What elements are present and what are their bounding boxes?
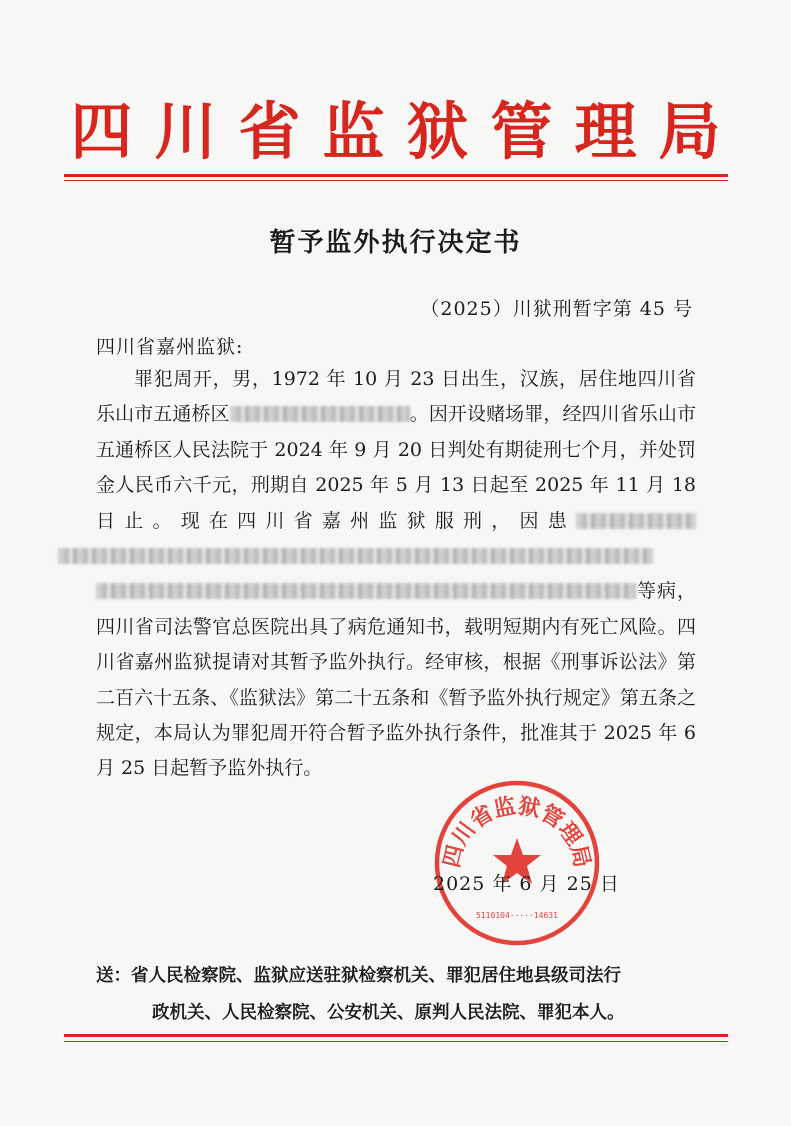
seal-text: 四川省监狱管理局 — [439, 793, 595, 871]
distribution-line: 政机关、人民检察院、公安机关、原判人民法院、罪犯本人。 — [152, 1003, 625, 1023]
issue-date: 2025 年 6 月 25 日 — [433, 873, 620, 895]
redacted-diagnosis — [58, 548, 653, 564]
redacted-diagnosis — [576, 513, 696, 529]
document-title: 暂予监外执行决定书 — [269, 228, 522, 258]
body-part-1: 罪犯周开，男，1972 年 10 月 23 日出生，汉族，居住地四川省乐山市五通桥区 — [96, 368, 696, 426]
official-seal — [432, 778, 602, 948]
body-paragraph — [96, 362, 696, 787]
recipient: 四川省嘉州监狱: — [96, 336, 244, 358]
footer-rule-thick — [64, 1034, 728, 1037]
footer-rule-thin — [64, 1041, 728, 1042]
redacted-address — [230, 406, 410, 422]
document-number: （2025）川狱刑暂字第 45 号 — [420, 298, 693, 320]
seal-code: 5110104·····14631 — [476, 911, 558, 920]
header-rule-thin — [64, 180, 728, 181]
header-rule-thick — [64, 174, 728, 177]
body-text — [96, 362, 696, 787]
distribution-list — [96, 958, 700, 1032]
redacted-diagnosis — [96, 583, 636, 599]
issuer-header: 四川省监狱管理局 — [70, 95, 743, 168]
body-part-2: 。因开设赌场罪，经四川省乐山市五通桥区人民法院于 2024 年 9 月 20 日判处有期徒刑七个月，并处罚金人民币六千元，刑期自 2025 年 5 月 13 日起至 2025 年 11 月 18 日止。现在四川省嘉州监狱服刑，因患 — [96, 403, 696, 532]
body-part-3: 等病，四川省司法警官总医院出具了病危通知书，载明短期内有死亡风险。四川省嘉州监狱提请对其暂予监外执行。经审核，根据《刑事诉讼法》第二百六十五条、《监狱法》第二十五条和《暂予监外执行规定》第五条之规定，本局认为罪犯周开符合暂予监外执行条件，批准其于 2025 年 6 月 25 日起暂予监外执行。 — [96, 580, 696, 780]
distribution-line: 送：省人民检察院、监狱应送驻狱检察机关、罪犯居住地县级司法行 — [96, 966, 621, 986]
